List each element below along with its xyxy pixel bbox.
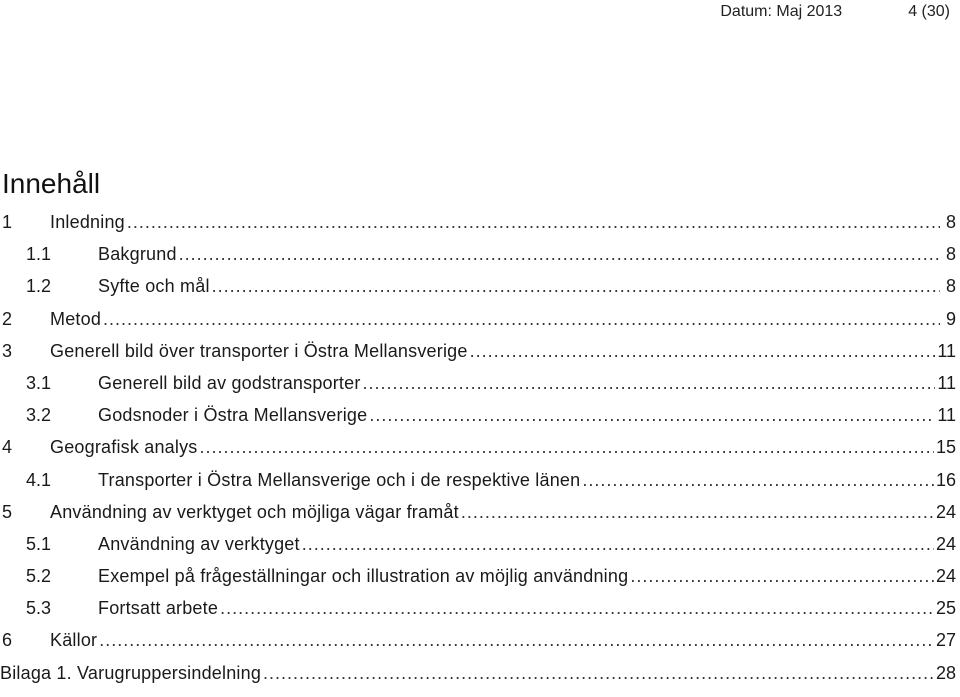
toc-entry-page: 27 [935,630,956,651]
toc-entry-number: 1.2 [26,276,52,297]
dot-leader [263,663,934,684]
toc-entry[interactable] [0,437,956,469]
toc-entry[interactable] [0,373,956,405]
toc-entry-title: Syfte och mål [98,276,210,297]
toc-entry[interactable] [0,663,956,695]
toc-entry-page: 16 [935,469,956,490]
toc-entry-number: 3 [2,340,13,361]
toc-entry-title: Godsnoder i Östra Mellansverige [98,405,368,426]
page-header [720,0,950,24]
toc-entry-page: 8 [945,276,956,297]
toc-entry-title: Användning av verktyget och möjliga vägar framåt [50,501,459,522]
table-of-contents [0,212,956,695]
dot-leader [212,276,940,297]
toc-entry-page: 11 [937,405,956,426]
toc-entry-title: Generell bild av godstransporter [98,372,361,393]
toc-entry[interactable] [0,566,956,598]
toc-entry-page: 15 [935,437,956,458]
toc-entry-title: Bilaga 1. Varugruppersindelning [0,662,262,683]
toc-entry-number: 6 [2,630,13,651]
toc-entry-title: Inledning [50,212,125,232]
dot-leader [363,373,936,394]
toc-entry-title: Geografisk analys [50,437,198,458]
toc-entry[interactable] [0,502,956,534]
toc-entry-page: 8 [945,212,956,232]
dot-leader [582,470,934,491]
toc-entry-title: Metod [50,308,102,329]
toc-entry-number: 5.1 [26,533,52,554]
toc-entry[interactable] [0,341,956,373]
toc-entry-page: 11 [937,372,956,393]
toc-entry-page: 11 [937,340,956,361]
dot-leader [103,309,940,330]
toc-entry-number: 5 [2,501,13,522]
dot-leader [99,630,934,651]
dot-leader [369,405,935,426]
toc-entry[interactable] [0,405,956,437]
toc-entry-page: 9 [945,308,956,329]
toc-entry-title: Transporter i Östra Mellansverige och i de respektive länen [98,469,581,490]
toc-entry[interactable] [0,309,956,341]
toc-entry[interactable] [0,534,956,566]
toc-heading: Innehåll [2,168,101,199]
toc-entry-number: 4.1 [26,469,52,490]
toc-entry-number: 1.1 [26,244,52,265]
dot-leader [302,534,934,555]
toc-entry-title: Källor [50,630,98,651]
toc-entry-number: 3.1 [26,372,52,393]
dot-leader [127,212,940,233]
toc-entry-title: Fortsatt arbete [98,598,219,619]
toc-entry-number: 5.3 [26,598,52,619]
document-date: Datum: Maj 2013 [720,3,843,20]
page-number: 4 (30) [908,3,950,20]
toc-entry-number: 1 [2,212,13,232]
toc-entry-title: Generell bild över transporter i Östra Mellansverige [50,340,468,361]
toc-entry-page: 25 [935,598,956,619]
dot-leader [179,244,940,265]
toc-entry[interactable] [0,212,956,244]
toc-entry-page: 24 [935,566,956,587]
dot-leader [220,598,934,619]
dot-leader [199,437,933,458]
dot-leader [630,566,934,587]
toc-entry-page: 28 [935,662,956,683]
toc-entry-number: 2 [2,308,13,329]
toc-entry-title: Användning av verktyget [98,533,300,554]
toc-entry-number: 3.2 [26,405,52,426]
toc-entry[interactable] [0,630,956,662]
dot-leader [461,502,934,523]
toc-entry[interactable] [0,598,956,630]
toc-entry[interactable] [0,244,956,276]
toc-entry-page: 24 [935,501,956,522]
toc-entry-title: Bakgrund [98,244,177,265]
toc-entry-page: 24 [935,533,956,554]
toc-entry-title: Exempel på frågeställningar och illustration av möjlig användning [98,566,629,587]
dot-leader [470,341,936,362]
toc-entry-page: 8 [945,244,956,265]
toc-entry-number: 4 [2,437,13,458]
toc-entry[interactable] [0,276,956,308]
toc-entry[interactable] [0,470,956,502]
toc-entry-number: 5.2 [26,566,52,587]
